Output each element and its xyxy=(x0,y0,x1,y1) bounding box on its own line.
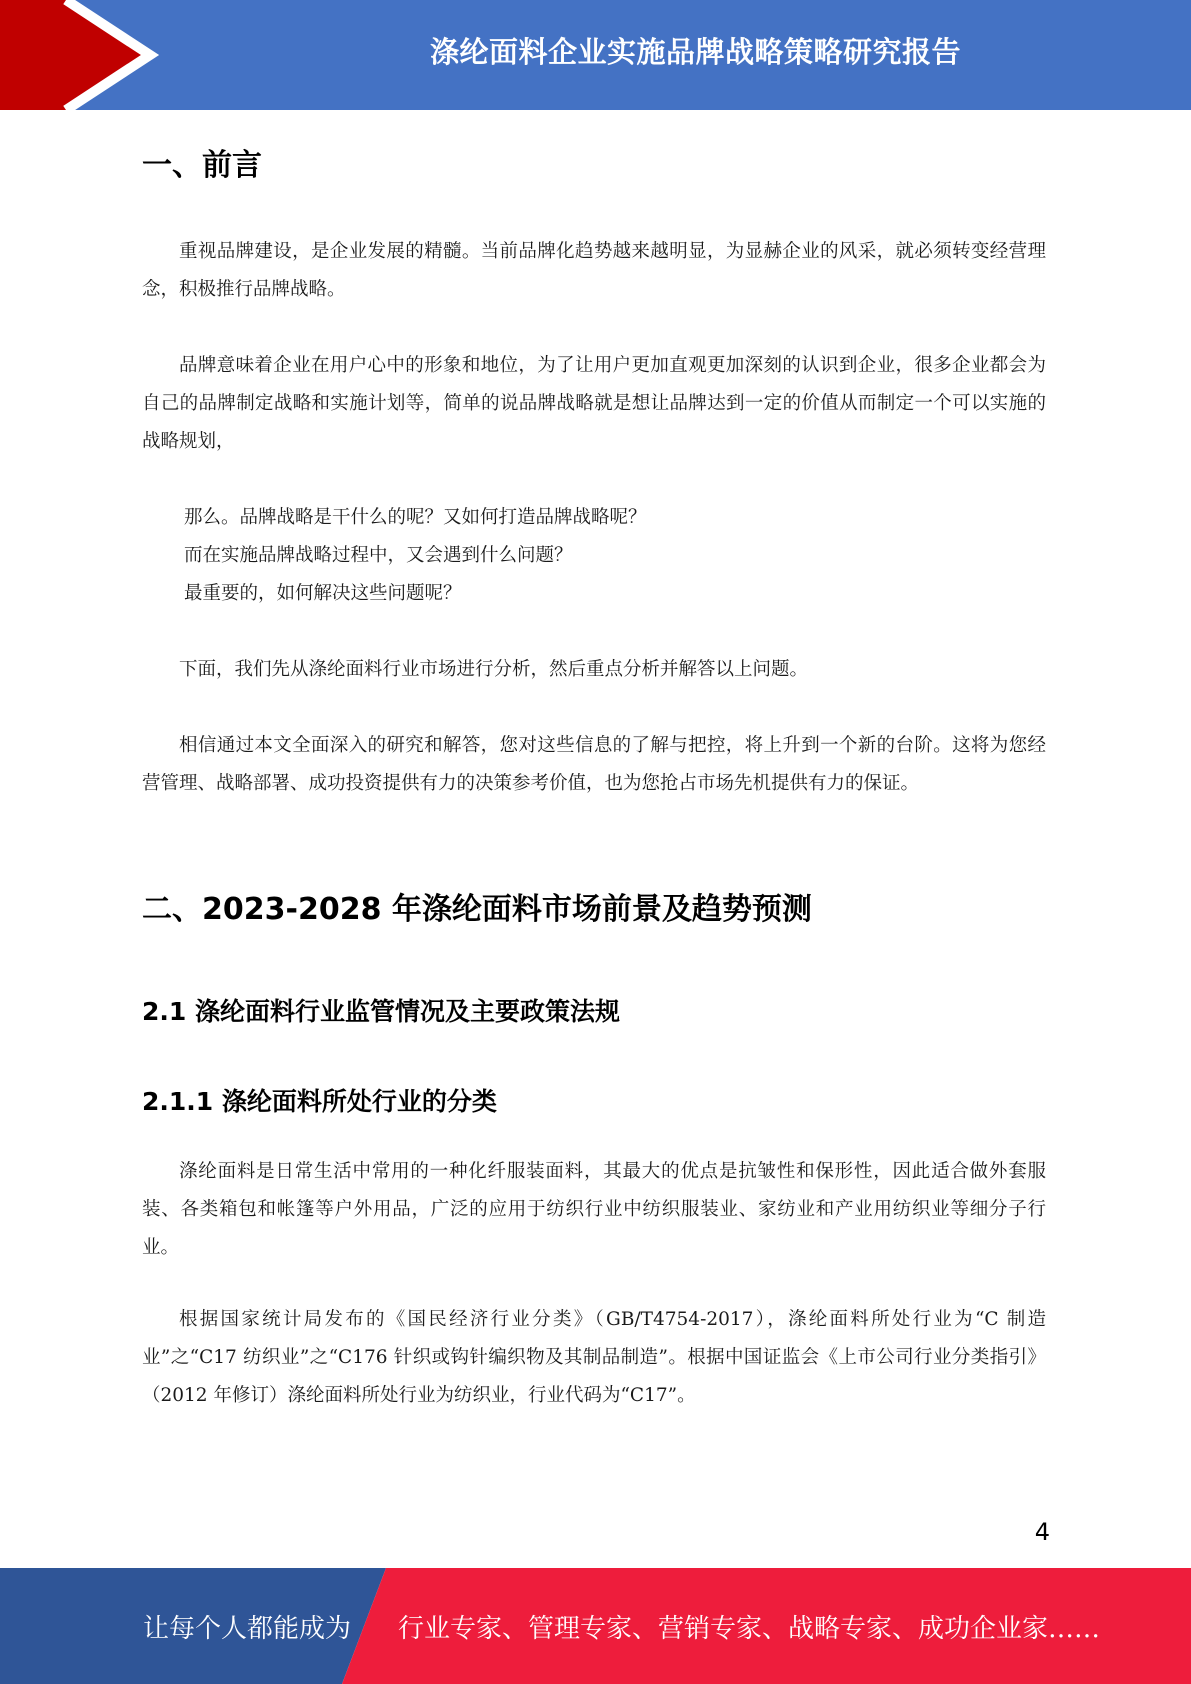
paragraph: 根据国家统计局发布的《国民经济行业分类》（GB/T4754-2017），涤纶面料所处行业为“C 制造业”之“C17 纺织业”之“C176 针织或钩针编织物及其制品制造”。根据中国证监会《上市公司行业分类指引》（2012 年修订）涤纶面料所处行业为纺织业，行业代码为“C17”。 xyxy=(142,1309,1046,1406)
paragraph: 相信通过本文全面深入的研究和解答，您对这些信息的了解与把控，将上升到一个新的台阶。这将为您经营管理、战略部署、成功投资提供有力的决策参考价值，也为您抢占市场先机提供有力的保证。 xyxy=(142,735,1046,794)
question-line: 那么。品牌战略是干什么的呢？又如何打造品牌战略呢？ xyxy=(184,507,647,528)
section-heading-preface: 一、前言 xyxy=(142,148,262,183)
page-footer xyxy=(0,1568,1191,1684)
page-number: 4 xyxy=(1034,1518,1050,1546)
subsection-heading: 2.1.1 涤纶面料所处行业的分类 xyxy=(142,1087,497,1116)
paragraph: 下面，我们先从涤纶面料行业市场进行分析，然后重点分析并解答以上问题。 xyxy=(179,659,809,680)
paragraph: 涤纶面料是日常生活中常用的一种化纤服装面料，其最大的优点是抗皱性和保形性，因此适合做外套服装、各类箱包和帐篷等户外用品，广泛的应用于纺织行业中纺织服装业、家纺业和产业用纺织业等细分子行业。 xyxy=(142,1161,1046,1258)
paragraph: 品牌意味着企业在用户心中的形象和地位，为了让用户更加直观更加深刻的认识到企业，很多企业都会为自己的品牌制定战略和实施计划等，简单的说品牌战略就是想让品牌达到一定的价值从而制定一个可以实施的战略规划， xyxy=(142,355,1046,452)
header-red-arrow xyxy=(0,0,150,110)
question-line: 最重要的，如何解决这些问题呢？ xyxy=(184,583,462,604)
paragraph: 重视品牌建设，是企业发展的精髓。当前品牌化趋势越来越明显，为显赫企业的风采，就必须转变经营理念，积极推行品牌战略。 xyxy=(142,241,1046,300)
footer-slogan-left: 让每个人都能成为 xyxy=(143,1613,352,1644)
question-line: 而在实施品牌战略过程中，又会遇到什么问题？ xyxy=(184,545,573,566)
document-title: 涤纶面料企业实施品牌战略策略研究报告 xyxy=(429,34,961,69)
section-heading-forecast: 二、2023-2028 年涤纶面料市场前景及趋势预测 xyxy=(142,892,812,927)
page-header xyxy=(0,0,1191,110)
subsection-heading: 2.1 涤纶面料行业监管情况及主要政策法规 xyxy=(142,997,620,1026)
footer-slogan-right: 行业专家、管理专家、营销专家、战略专家、成功企业家…… xyxy=(398,1613,1101,1644)
